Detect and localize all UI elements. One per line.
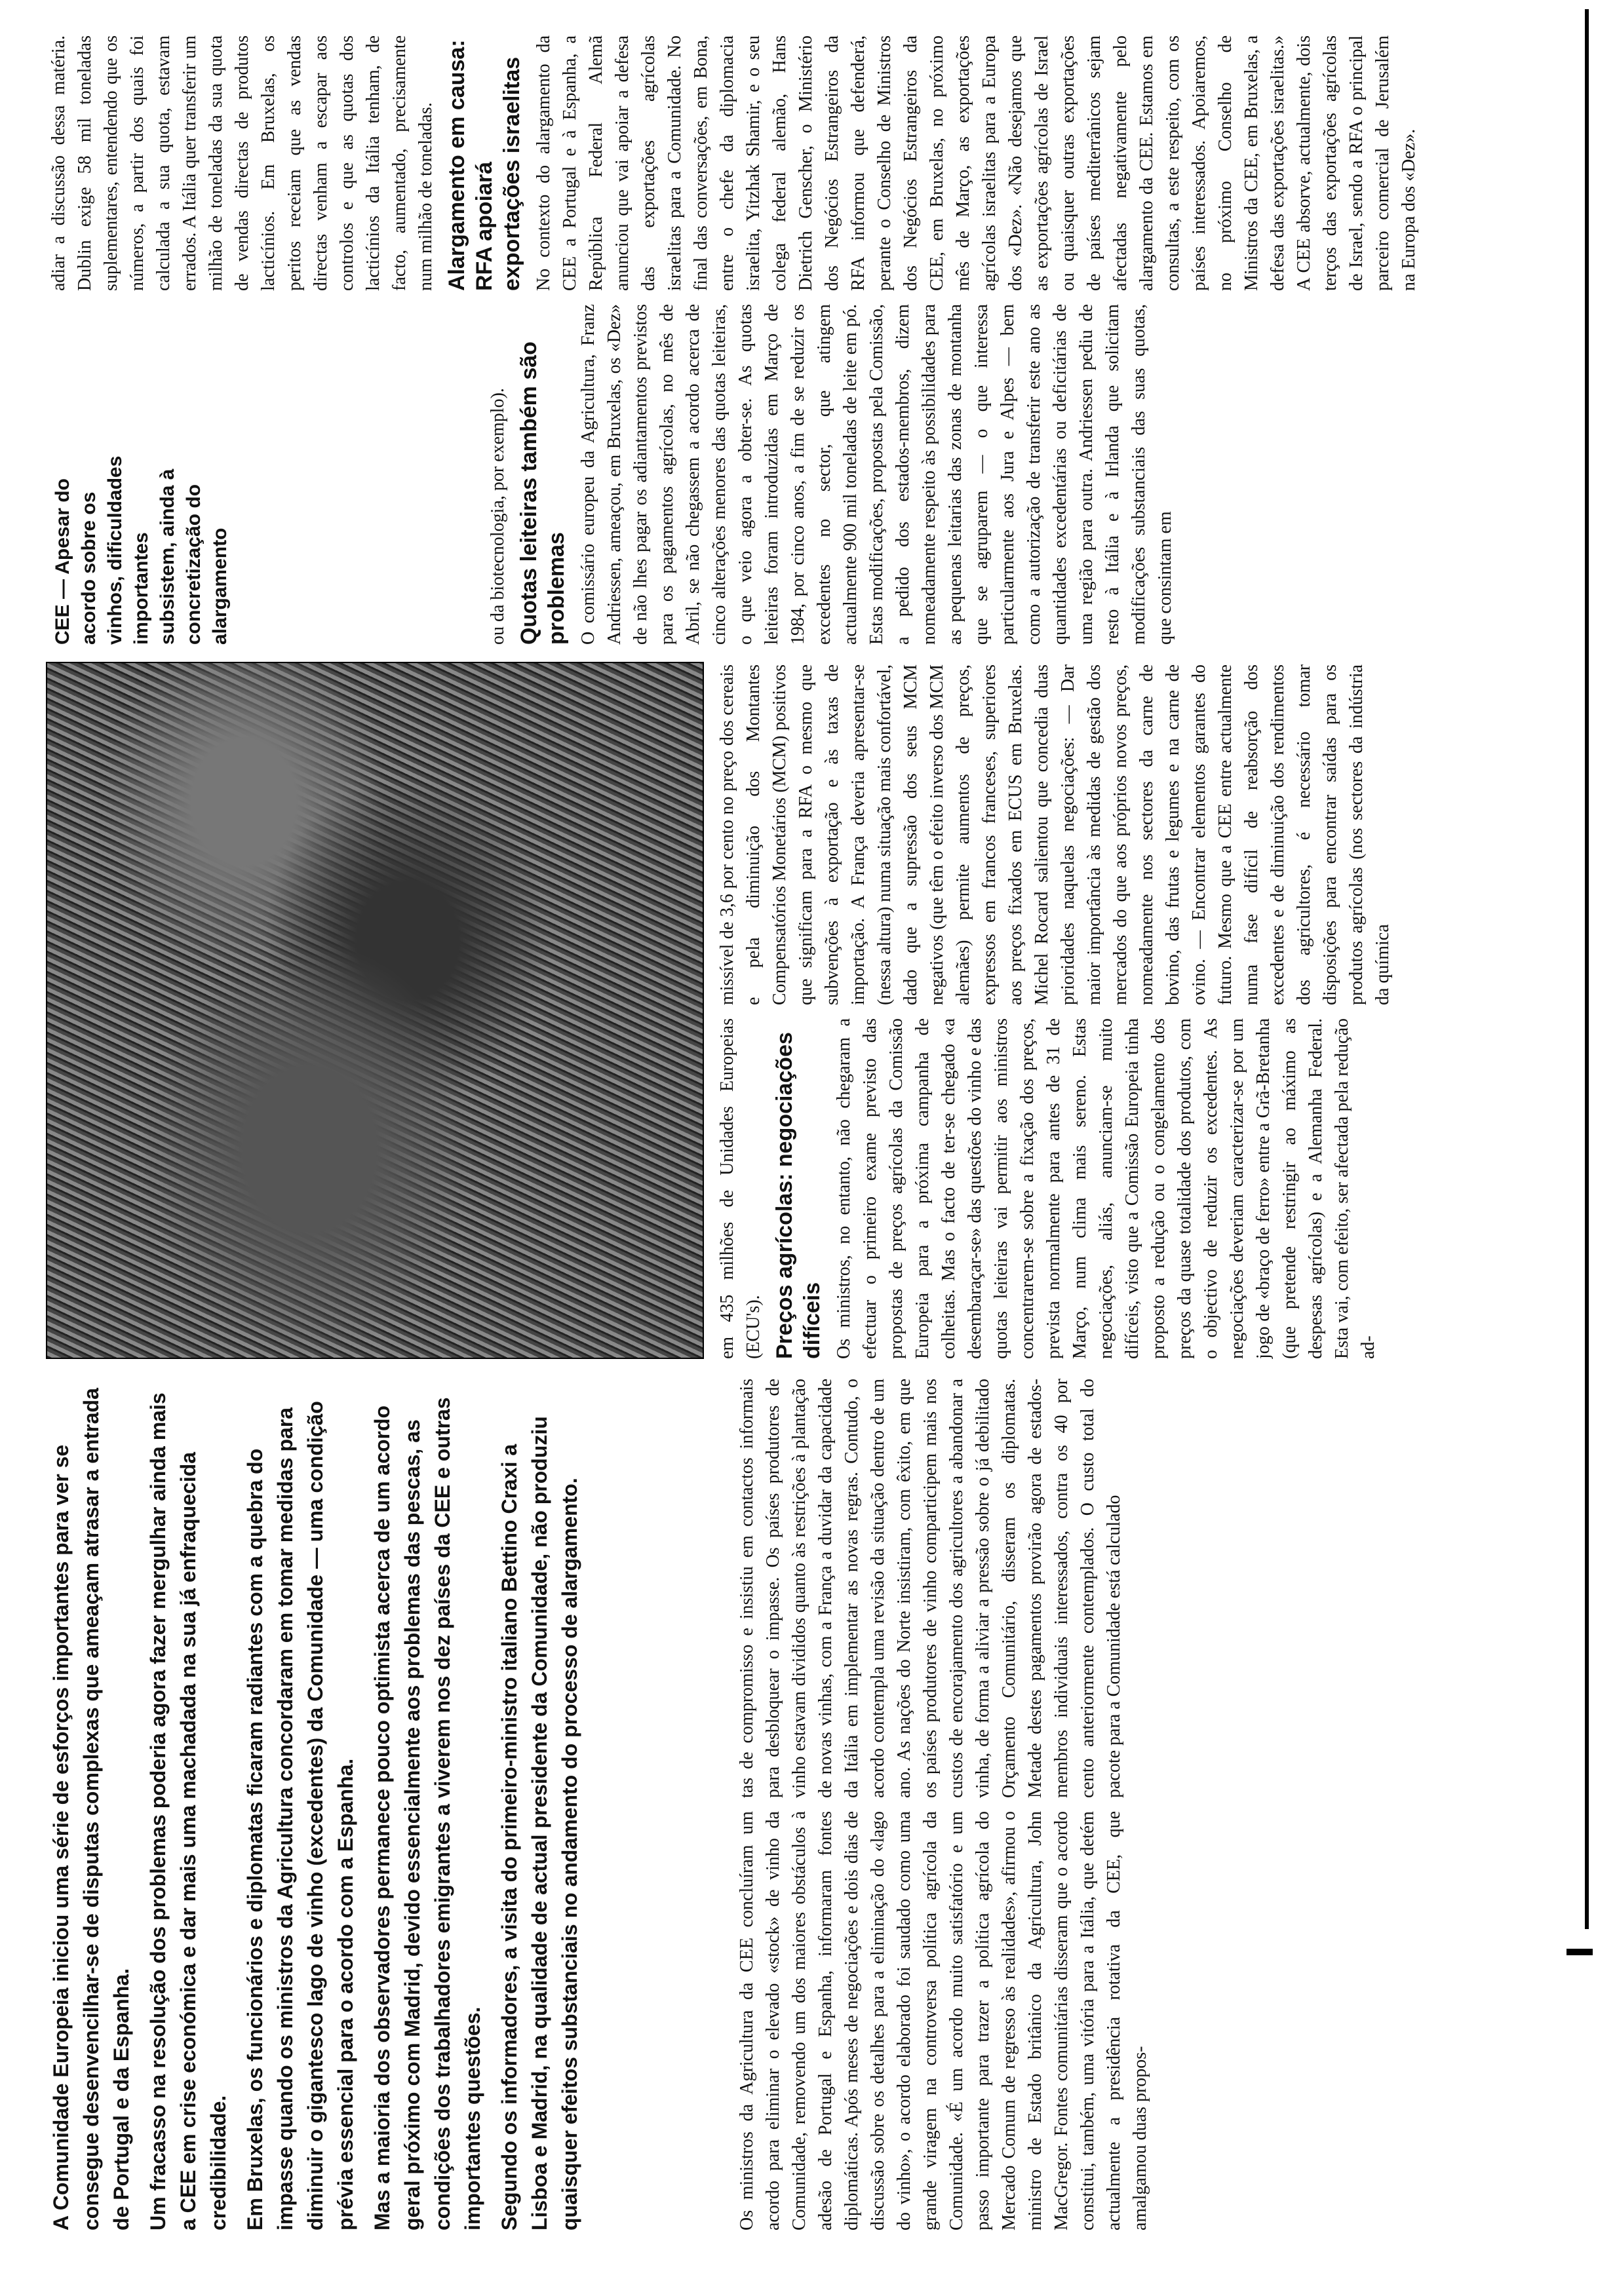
bottom-border-rule bbox=[1585, 9, 1589, 1929]
column-2-text: tas de compromisso e insistiu em contactos informais para desbloquear o impasse. Os países produtores de vinho estavam divididos quanto às restrições à plantação de novas vinhas, com a França a duvidar da capacidade da Itália em implementar as novas regras. Contudo, o acordo contempla uma revisão da situação dentro de um ano. As nações do Norte insistiram, com êxito, em que os países produtores de vinho comparticipem mais nos custos de encorajamento dos agricultores a abandonar a vinha, de forma a aliviar a pressão sobre o já debilitado Orçamento Comunitário, disseram os diplomatas. Metade destes pagamentos provirão agora de estados-membros individuais interessados, contra os 40 por cento anteriormente contemplados. O custo total do pacote para a Comunidade está calculado bbox=[737, 1379, 1124, 1798]
column-3 bbox=[714, 1018, 1573, 1359]
column-4-text: missível de 3,6 por cento no preço dos cereais e pela diminuição dos Montantes Compensatórios Monetários (MCM) positivos que significam para a RFA o mesmo que subvenções à exportação e às taxas de importação. A França deveria apresentar-se (nessa altura) numa situação mais confortável, dado que a supressão dos seus MCM negativos (que têm o efeito inverso dos MCM alemães) permite aumentos de preços, expressos em francos franceses, superiores aos preços fixados em ECUS em Bruxelas. Michel Rocard salientou que concedia duas prioridades naquelas negociações: — Dar maior importância às medidas de gestão dos mercados do que aos próprios novos preços, nomeadamente nos sectores da carne de bovino, das frutas e legumes e na carne de ovino. — Encontrar elementos garantes do futuro. Mesmo que a CEE entre actualmente numa fase difícil de reabsorção dos excedentes e de diminuição dos rendimentos dos agricultores, é necessário tomar disposições para encontrar saídas para os produtos agrícolas (nos sectores da indústria da química bbox=[717, 664, 1393, 1005]
column-1 bbox=[734, 1811, 1573, 2230]
column-6 bbox=[46, 35, 1573, 291]
intro-lead-block bbox=[46, 1379, 701, 2230]
photo-caption bbox=[46, 448, 465, 645]
intro-lead-5: Segundo os informadores, a visita do primeiro-ministro italiano Bettino Craxi a Lisboa e Madrid, na qualidade de actual presidente da Comunidade, não produziu quaisquer efeitos substanciais no andamento do processo de alargamento. bbox=[497, 1416, 581, 2230]
column-2 bbox=[734, 1379, 1573, 1798]
column-4 bbox=[714, 664, 1573, 1005]
photo-caption-text: CEE — Apesar do acordo sobre os vinhos, dificuldades importantes subsistem, ainda à concretização do alargamento bbox=[52, 455, 231, 645]
column-5-text: O comissário europeu da Agricultura, Franz Andriessen, ameaçou, em Bruxelas, os «Dez» de não lhes pagar os adiantamentos previstos para os pagamentos agrícolas, no mês de Abril, se não chegassem a acordo acerca de cinco alterações menores das quotas leiteiras, o que veio agora a obter-se. As quotas leiteiras foram introduzidas em Março de 1984, por cinco anos, a fim de se reduzir os excedentes no sector, que atingem actualmente 900 mil toneladas de leite em pó. Estas modificações, propostas pela Comissão, a pedido dos estados-membros, dizem nomeadamente respeito às possibilidades para as pequenas leitarias das zonas de montanha que se agruparem — o que interessa particularmente aos Jura e Alpes — bem como a autorização de transferir este ano as quantidades excedentárias ou deficitárias de uma região para outra. Andriessen pediu de resto à Itália e à Irlanda que solicitam modificações substanciais das suas quotas, que consintam em bbox=[578, 304, 1175, 645]
column-5-lead-text: ou da biotecnologia, por exemplo). bbox=[488, 388, 508, 645]
column-6-text: adiar a discussão dessa matéria. Dublin exige 58 mil toneladas suplementares, entendendo que os números, a partir dos quais foi calculada a sua quota, estavam errados. A Itália quer transferir um milhão de toneladas da sua quota de vendas directas de produtos lacticínios. Em Bruxelas, os peritos receiam que as vendas directas venham a escapar aos controlos e que as quotas dos lacticínios da Itália tenham, de facto, aumentado, precisamente num milhão de toneladas. bbox=[49, 35, 436, 291]
heading-quotas-leiteiras: Quotas leiteiras também são problemas bbox=[516, 341, 569, 645]
intro-lead-3: Em Bruxelas, os funcionários e diplomatas ficaram radiantes com a quebra do impasse quando os ministros da Agricultura concordaram em tomar medidas para diminuir o gigantesco lago de vinho (excedentes) da Comunidade — uma condição prévia essencial para o acordo com a Espanha. bbox=[243, 1401, 357, 2230]
column-1-text: Os ministros da Agricultura da CEE concluíram um acordo para eliminar o elevado «stock» de vinho da Comunidade, removendo um dos maiores obstáculos à adesão de Portugal e Espanha, informaram fontes diplomáticas. Após meses de negociações e dois dias de discussão sobre os detalhes para a eliminação do «lago do vinho», o acordo elaborado foi saudado como uma grande viragem na controversa política agrícola da Comunidade. «É um acordo muito satisfatório e um passo importante para trazer a política agrícola do Mercado Comum de regresso às realidades», afirmou o ministro de Estado britânico da Agricultura, John MacGregor. Fontes comunitárias disseram que o acordo constitui, também, uma vitória para a Itália, que detém actualmente a presidência rotativa da CEE, que amalgamou duas propos- bbox=[737, 1811, 1150, 2230]
corner-rule bbox=[1566, 1949, 1593, 1955]
column-3-text: Os ministros, no entanto, não chegaram a efectuar o primeiro exame previsto das propostas de preços agrícolas da Comissão Europeia para a próxima campanha de colheitas. Mas o facto de ter-se chegado «a desembaraçar-se» das questões do vinho e das quotas leiteiras vai permitir aos ministros concentrarem-se sobre a fixação dos preços, prevista normalmente para antes de 31 de Março, num clima mais sereno. Estas negociações, aliás, anunciam-se muito difíceis, visto que a Comissão Europeia tinha proposto a redução ou o congelamento dos preços da quase totalidade dos produtos, com o objectivo de reduzir os excedentes. As negociações deveriam caracterizar-se por um jogo de «braço de ferro» entre a Grã-Bretanha (que pretende restringir ao máximo as despesas agrícolas) e a Alemanha Federal. Esta vai, com efeito, ser afectada pela redução ad- bbox=[834, 1018, 1378, 1359]
column-5 bbox=[485, 304, 1573, 645]
intro-lead-2: Um fracasso na resolução dos problemas poderia agora fazer mergulhar ainda mais a CEE em crise económica e dar mais uma machadada na sua já enfraquecida credibilidade. bbox=[146, 1392, 230, 2230]
news-photo bbox=[46, 662, 704, 1359]
heading-alargamento: Alargamento em causa: RFA apoiará exportações israelitas bbox=[444, 39, 524, 291]
column-3-lead-text: em 435 milhões de Unidades Europeias (ECU's). bbox=[717, 1018, 764, 1359]
intro-lead-4: Mas a maioria dos observadores permanece pouco optimista acerca de um acordo geral próximo com Madrid, devido essencialmente aos problemas das pescas, as condições dos trabalhadores emigrantes a viverem nos dez países da CEE e outras importantes questões. bbox=[370, 1397, 484, 2230]
intro-lead-1: A Comunidade Europeia iniciou uma série de esforços importantes para ver se consegue desenvencilhar-se de disputas complexas que ameaçam atrasar a entrada de Portugal e da Espanha. bbox=[49, 1388, 133, 2230]
column-6b-text: No contexto do alargamento da CEE a Portugal e à Espanha, a República Federal Alemã anunciou que vai apoiar a defesa das exportações agrícolas israelitas para a Comunidade. No final das conversações, em Bona, entre o chefe da diplomacia israelita, Yitzhak Shamir, e o seu colega federal alemão, Hans Dietrich Genscher, o Ministério dos Negócios Estrangeiros da RFA informou que defenderá, perante o Conselho de Ministros dos Negócios Estrangeiros da CEE, em Bruxelas, no próximo mês de Março, as exportações agrícolas israelitas para a Europa dos «Dez». «Não desejamos que as exportações agrícolas de Israel ou quaisquer outras exportações de países mediterrânicos sejam afectadas negativamente pelo alargamento da CEE. Estamos em consultas, a este respeito, com os países interessados. Apoiaremos, no próximo Conselho de Ministros da CEE, em Bruxelas, a defesa das exportações israelitas.» A CEE absorve, actualmente, dois terços das exportações agrícolas de Israel, sendo a RFA o principal parceiro comercial de Jerusalém na Europa dos «Dez». bbox=[534, 35, 1419, 291]
heading-precos-agricolas: Preços agrícolas: negociações difíceis bbox=[772, 1032, 825, 1359]
